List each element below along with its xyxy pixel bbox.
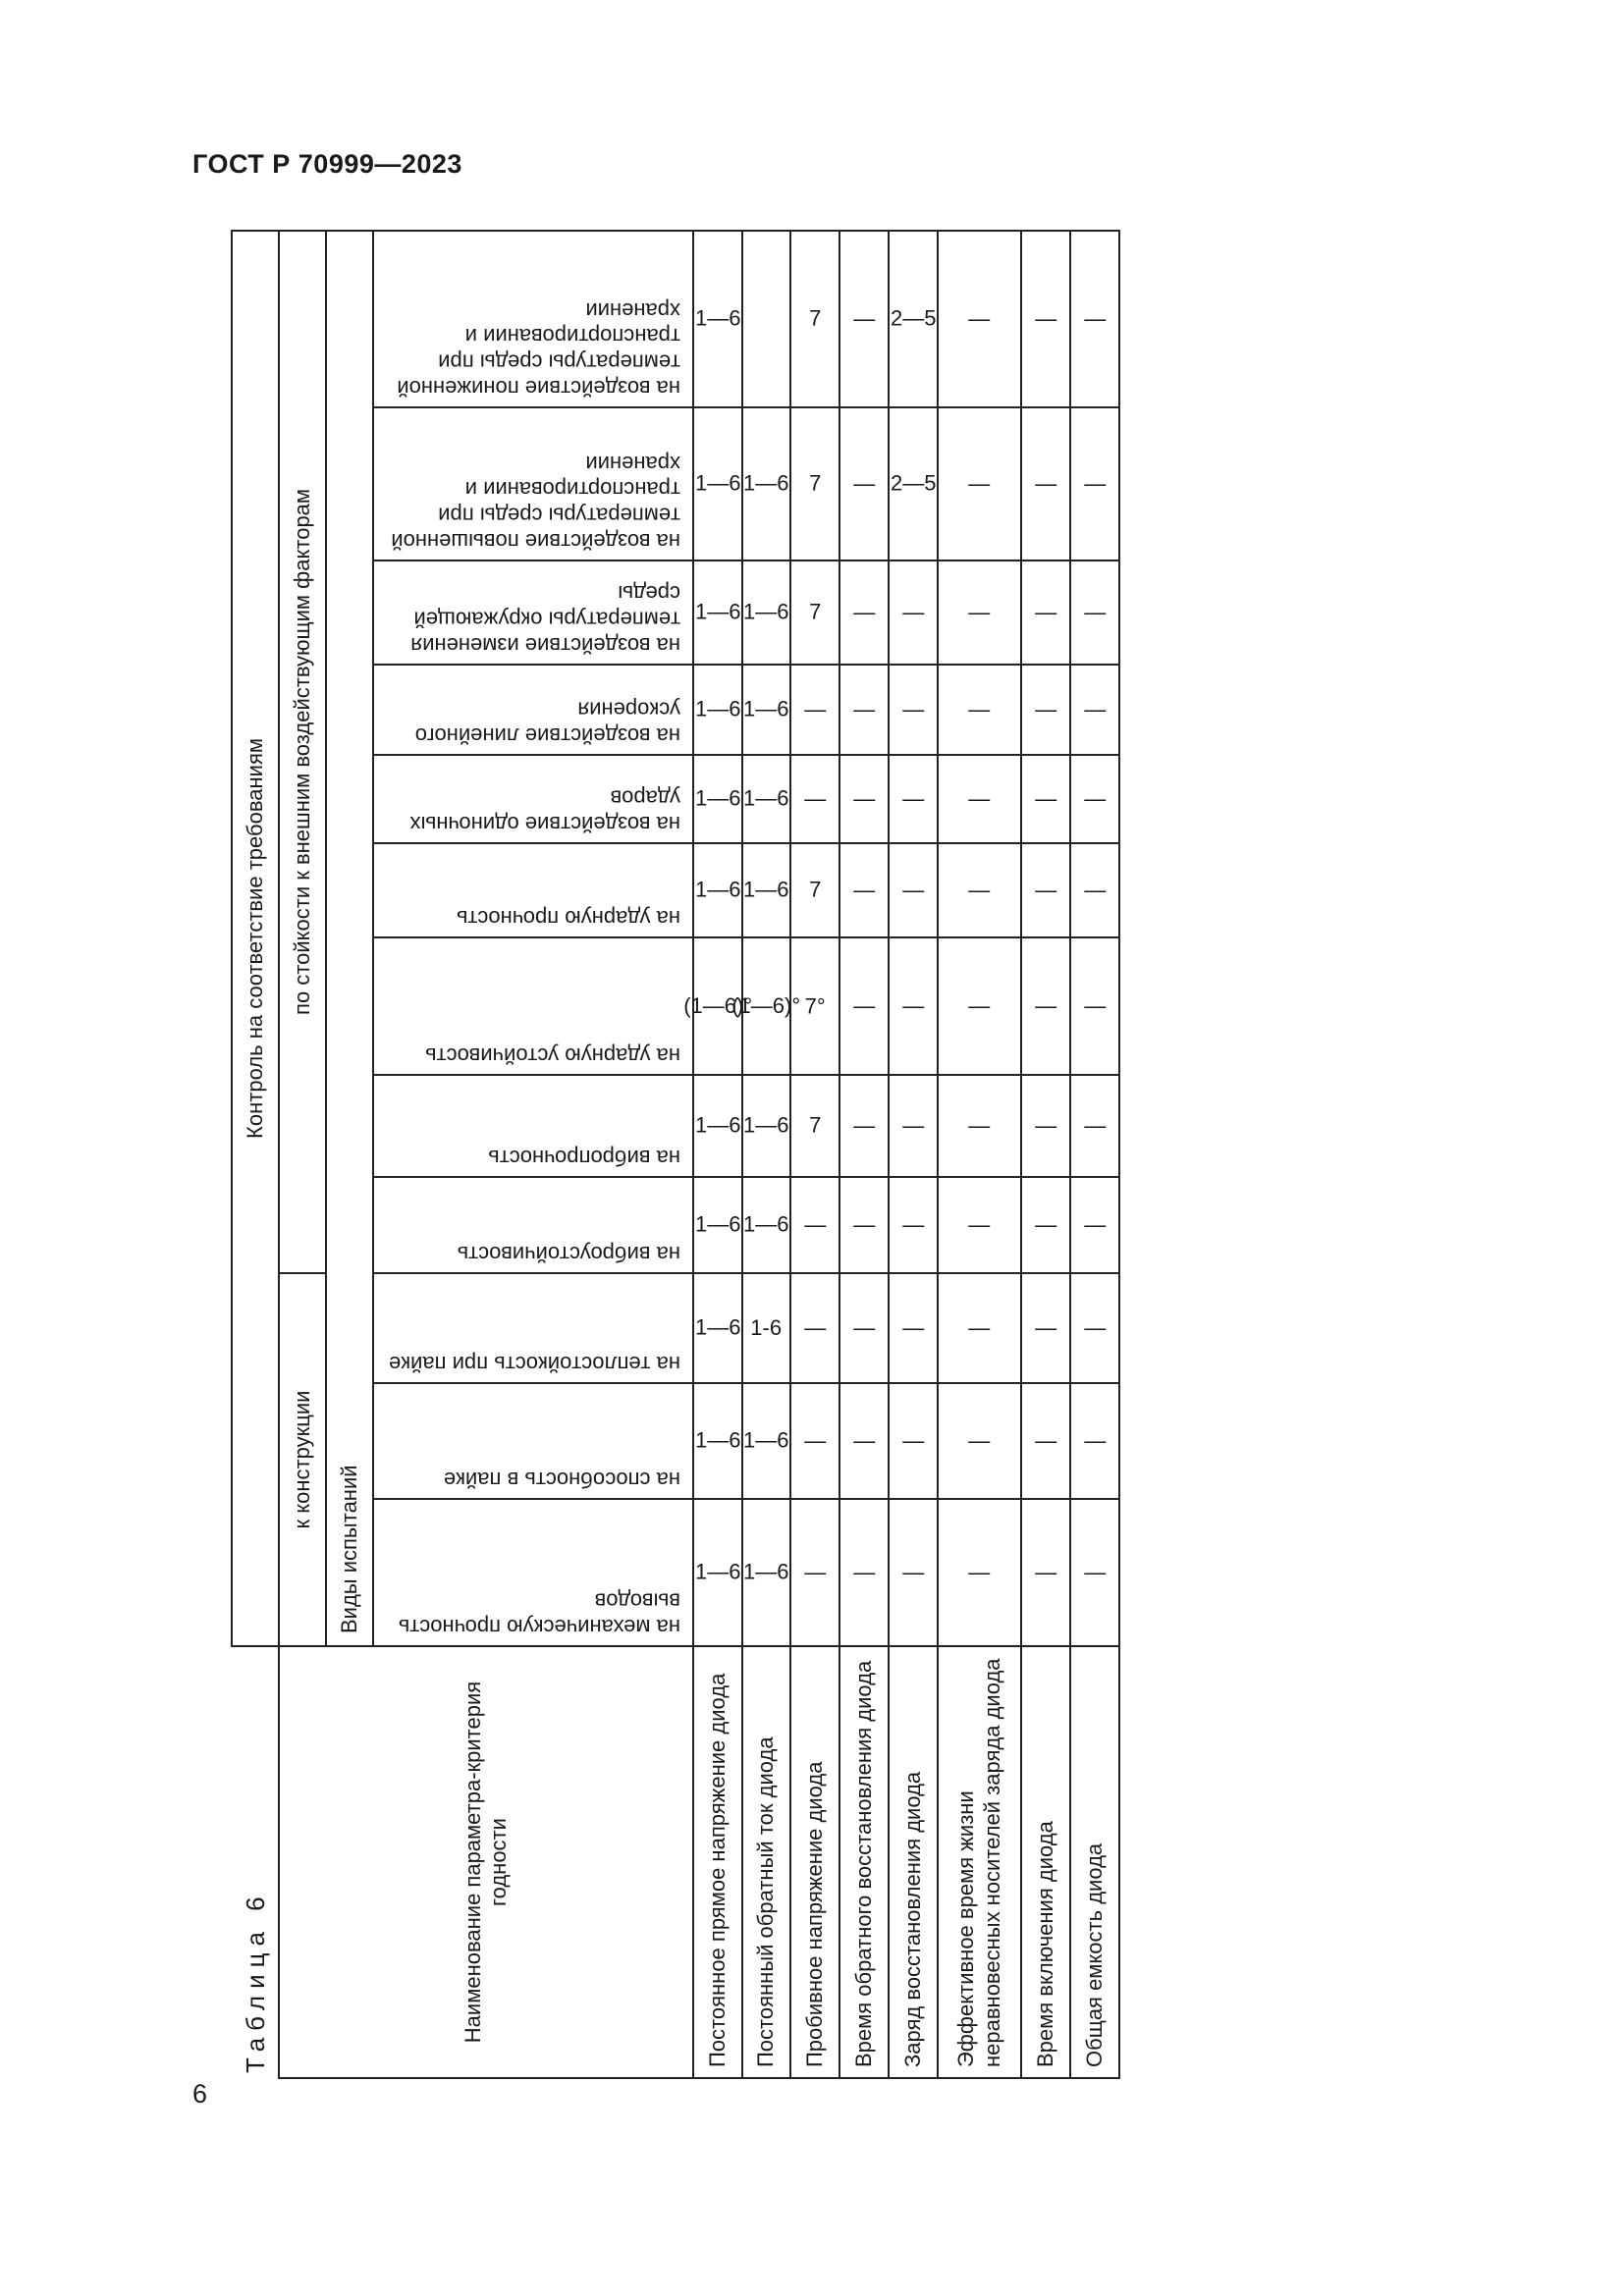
value-cell [1021, 561, 1070, 665]
value-text: — [1084, 1427, 1107, 1453]
value-cell [839, 1499, 889, 1646]
value-text: — [1035, 470, 1057, 496]
value-cell [742, 1075, 791, 1177]
value-cell [889, 843, 938, 937]
value-cell [790, 1383, 839, 1499]
value-cell [938, 1177, 1022, 1273]
col-header-label: на теплостойкость при пайке [389, 1352, 680, 1376]
value-text: — [853, 470, 876, 496]
value-text: — [1084, 1559, 1107, 1584]
value-cell [839, 561, 889, 665]
row-name-cell: Заряд восстановления диода [889, 1646, 938, 2078]
value-text: — [968, 1427, 991, 1453]
value-cell [693, 1499, 742, 1646]
value-text: — [853, 785, 876, 811]
value-text: — [968, 696, 991, 721]
value-cell [839, 843, 889, 937]
col-header-5 [373, 937, 693, 1075]
value-cell [938, 407, 1022, 561]
value-cell [693, 1177, 742, 1273]
row-name-cell: Постоянное прямое напряжение диода [693, 1646, 742, 2078]
value-cell [693, 843, 742, 937]
value-text: — [1035, 696, 1057, 721]
value-text: 1—6 [743, 1427, 789, 1453]
value-cell [1021, 1075, 1070, 1177]
value-cell [1021, 755, 1070, 843]
value-cell [1070, 937, 1119, 1075]
col-header-7 [373, 755, 693, 843]
value-text: — [901, 992, 924, 1018]
value-cell [1070, 843, 1119, 937]
value-text: — [901, 877, 924, 902]
value-text: 1—6 [694, 1427, 741, 1453]
value-text: 1—6 [694, 1211, 741, 1237]
value-text: 1-6 [750, 1314, 783, 1340]
row-name-cell: Общая емкость диода [1070, 1646, 1119, 2078]
value-text: — [901, 1427, 924, 1453]
value-text: — [853, 599, 876, 624]
value-text: — [901, 1314, 924, 1340]
table-row [839, 231, 889, 2078]
value-text: — [804, 1314, 827, 1340]
value-text: 1—6 [694, 305, 741, 331]
value-cell [1070, 665, 1119, 755]
value-text: — [1084, 305, 1107, 331]
value-cell [1021, 843, 1070, 937]
value-text: 1—6 [743, 599, 789, 624]
col-header-2 [373, 1273, 693, 1383]
value-cell [938, 665, 1022, 755]
value-cell [693, 407, 742, 561]
value-text: — [968, 1211, 991, 1237]
row-header-label: Наименование параметра-критерия годности [460, 1681, 511, 2044]
value-cell [938, 1273, 1022, 1383]
value-text: — [804, 696, 827, 721]
value-text: — [968, 785, 991, 811]
value-cell [790, 231, 839, 407]
table-caption: Таблица 6 [241, 1890, 270, 2073]
value-cell [790, 561, 839, 665]
col-header-10 [373, 407, 693, 561]
value-cell [742, 1383, 791, 1499]
value-cell [889, 561, 938, 665]
col-header-label: на ударную прочность [456, 906, 680, 931]
col-header-11 [373, 231, 693, 407]
value-cell [742, 1177, 791, 1273]
caption-cell [232, 1646, 279, 2078]
value-text: — [804, 1211, 827, 1237]
col-header-9 [373, 561, 693, 665]
value-cell [731, 937, 801, 1075]
value-cell [938, 231, 1022, 407]
value-cell [889, 1177, 938, 1273]
value-text: — [853, 1314, 876, 1340]
value-text: 1—6 [743, 785, 789, 811]
value-cell [889, 1499, 938, 1646]
value-text: — [968, 1559, 991, 1584]
value-text: — [804, 1559, 827, 1584]
table-row [889, 231, 938, 2078]
value-text: — [853, 696, 876, 721]
value-text: — [853, 1559, 876, 1584]
value-text: — [853, 877, 876, 902]
value-text: 1—6 [743, 1559, 789, 1584]
value-text: — [853, 1112, 876, 1138]
value-cell [693, 1383, 742, 1499]
value-cell [1021, 1383, 1070, 1499]
value-cell [693, 561, 742, 665]
col-header-label: на воздействие пониженной температуры среды при транспортировании и хранении [397, 297, 680, 400]
value-cell [839, 937, 889, 1075]
value-cell [889, 407, 938, 561]
value-text: — [804, 785, 827, 811]
value-text: — [1084, 1314, 1107, 1340]
col-header-label: на воздействие повышенной температуры среды при транспортировании и хранении [391, 451, 680, 554]
value-cell [938, 1499, 1022, 1646]
value-text: — [1035, 1211, 1057, 1237]
col-header-label: на воздействие изменения температуры окружающей среды [410, 581, 680, 658]
value-text: — [1035, 1559, 1057, 1584]
value-text: — [1035, 992, 1057, 1018]
value-text: — [853, 1427, 876, 1453]
value-text: — [968, 992, 991, 1018]
value-text: — [1035, 305, 1057, 331]
row-name-cell: Время обратного восстановления диода [839, 1646, 889, 2078]
value-text: — [853, 992, 876, 1018]
value-cell [693, 1273, 742, 1383]
value-cell [839, 1075, 889, 1177]
value-cell [693, 1075, 742, 1177]
value-text: — [1035, 1112, 1057, 1138]
value-text: — [968, 1112, 991, 1138]
value-cell [839, 1177, 889, 1273]
value-cell [790, 665, 839, 755]
value-text: — [1084, 599, 1107, 624]
value-cell [889, 1383, 938, 1499]
value-cell [790, 1499, 839, 1646]
value-text: 7 [809, 470, 822, 496]
value-text: 1—6 [694, 1112, 741, 1138]
value-cell [889, 937, 938, 1075]
value-text: — [1035, 1427, 1057, 1453]
value-cell [1021, 231, 1070, 407]
value-text: 1—6 [743, 1211, 789, 1237]
value-cell [790, 843, 839, 937]
value-cell [1021, 407, 1070, 561]
value-text: — [901, 696, 924, 721]
value-text: — [968, 470, 991, 496]
value-text: — [804, 1427, 827, 1453]
value-text: 1—6 [743, 470, 789, 496]
group-header-resistance: по стойкости к внешним воздействующим факторам [279, 231, 326, 1273]
value-cell [839, 231, 889, 407]
table-row [938, 231, 1022, 2078]
group-header-compliance: Контроль на соответствие требованиям [232, 231, 279, 1646]
col-header-label: на способность в пайке [443, 1468, 680, 1492]
value-cell [742, 843, 791, 937]
value-text: — [968, 877, 991, 902]
row-name-cell: Эффективное время жизни неравновесных носителей заряда диода [938, 1646, 1022, 2078]
value-cell [790, 755, 839, 843]
value-text: 1—6 [694, 696, 741, 721]
value-cell [742, 665, 791, 755]
col-header-8 [373, 665, 693, 755]
value-cell [790, 1177, 839, 1273]
value-cell [1021, 665, 1070, 755]
value-cell [839, 1383, 889, 1499]
value-cell [1070, 561, 1119, 665]
value-text: 7 [809, 877, 822, 902]
value-text: 1—6 [694, 1559, 741, 1584]
col-header-3 [373, 1177, 693, 1273]
value-text: — [901, 599, 924, 624]
value-cell [742, 1273, 791, 1383]
value-text: (1—6)° [682, 992, 752, 1018]
value-cell [938, 1383, 1022, 1499]
value-text: — [901, 785, 924, 811]
value-cell [889, 231, 938, 407]
value-text: 1—6 [743, 877, 789, 902]
value-text: 1—6 [743, 696, 789, 721]
value-cell [839, 755, 889, 843]
value-cell [1070, 1075, 1119, 1177]
value-cell [938, 937, 1022, 1075]
table-row [1070, 231, 1119, 2078]
value-text: — [1084, 877, 1107, 902]
table-row [742, 231, 791, 2078]
value-text: 1—6 [694, 1314, 741, 1340]
col-header-label: на ударную устойчивость [425, 1043, 680, 1068]
value-cell [1021, 1499, 1070, 1646]
value-text: 1—6 [694, 470, 741, 496]
table-row [790, 231, 839, 2078]
value-cell [1021, 1177, 1070, 1273]
value-cell [839, 665, 889, 755]
group-header-test-types: Виды испытаний [326, 231, 373, 1646]
value-text: 7° [804, 992, 826, 1018]
value-cell [839, 1273, 889, 1383]
value-text: — [901, 1211, 924, 1237]
value-text: — [1084, 1112, 1107, 1138]
value-cell [790, 1075, 839, 1177]
document-header: ГОСТ Р 70999—2023 [192, 149, 462, 179]
col-header-6 [373, 843, 693, 937]
row-name-cell: Постоянный обратный ток диода [742, 1646, 791, 2078]
value-text: — [968, 599, 991, 624]
value-text: — [1084, 992, 1107, 1018]
value-cell [1070, 1499, 1119, 1646]
criteria-table [231, 230, 1120, 2079]
value-cell [1021, 1273, 1070, 1383]
value-text: 1—6 [694, 877, 741, 902]
value-cell [1070, 407, 1119, 561]
value-cell [889, 755, 938, 843]
value-text: — [1035, 1314, 1057, 1340]
col-header-1 [373, 1383, 693, 1499]
value-text: — [968, 305, 991, 331]
value-text: 1—6 [743, 1112, 789, 1138]
value-cell [693, 231, 742, 407]
col-header-label: на вибропрочность [488, 1146, 680, 1170]
value-text: — [853, 305, 876, 331]
value-cell [1070, 1383, 1119, 1499]
col-header-0 [373, 1499, 693, 1646]
value-text: — [1035, 599, 1057, 624]
value-text: — [1035, 785, 1057, 811]
value-text: — [853, 1211, 876, 1237]
value-cell [742, 755, 791, 843]
value-text: 7 [809, 1112, 822, 1138]
value-text: 2—5 [890, 470, 937, 496]
value-cell [1070, 1273, 1119, 1383]
value-cell [938, 1075, 1022, 1177]
value-cell [1070, 1177, 1119, 1273]
value-cell [790, 1273, 839, 1383]
value-cell [938, 561, 1022, 665]
value-cell [790, 407, 839, 561]
value-text: — [901, 1559, 924, 1584]
group-header-construction: к конструкции [279, 1273, 326, 1646]
value-text: 7 [809, 305, 822, 331]
value-cell [693, 665, 742, 755]
value-text: (1—6)° [731, 992, 801, 1018]
col-header-label: на механическую прочность выводов [398, 1588, 680, 1639]
value-text: — [901, 1112, 924, 1138]
value-text: — [1035, 877, 1057, 902]
value-text: — [1084, 696, 1107, 721]
value-cell [742, 407, 791, 561]
page-number: 6 [192, 2079, 208, 2109]
value-cell [889, 1273, 938, 1383]
value-cell [742, 1499, 791, 1646]
value-text: 2—5 [890, 305, 937, 331]
col-header-label: на воздействие линейного ускорения [414, 697, 680, 748]
value-text: — [1084, 785, 1107, 811]
table-row [693, 231, 742, 2078]
value-text: — [1084, 1211, 1107, 1237]
value-text: 7 [809, 599, 822, 624]
rotated-table-sheet [231, 232, 1120, 2079]
col-header-label: на виброустойчивость [457, 1242, 680, 1266]
value-text: 1—6 [694, 599, 741, 624]
row-name-cell: Время включения диода [1021, 1646, 1070, 2078]
value-cell [1070, 231, 1119, 407]
value-cell [1070, 755, 1119, 843]
table-row [1021, 231, 1070, 2078]
col-header-4 [373, 1075, 693, 1177]
value-cell [889, 665, 938, 755]
value-cell [938, 755, 1022, 843]
value-text: 1—6 [694, 785, 741, 811]
row-header-cell [279, 1646, 693, 2078]
value-cell [889, 1075, 938, 1177]
value-cell [693, 755, 742, 843]
col-header-label: на воздействие одиночных ударов [409, 785, 680, 836]
value-cell [839, 407, 889, 561]
value-text: — [1084, 470, 1107, 496]
table-body [682, 231, 1119, 2078]
row-name-cell: Пробивное напряжение диода [790, 1646, 839, 2078]
value-cell [938, 843, 1022, 937]
value-cell [742, 231, 791, 407]
value-cell [1021, 937, 1070, 1075]
value-cell [742, 561, 791, 665]
value-text: — [968, 1314, 991, 1340]
